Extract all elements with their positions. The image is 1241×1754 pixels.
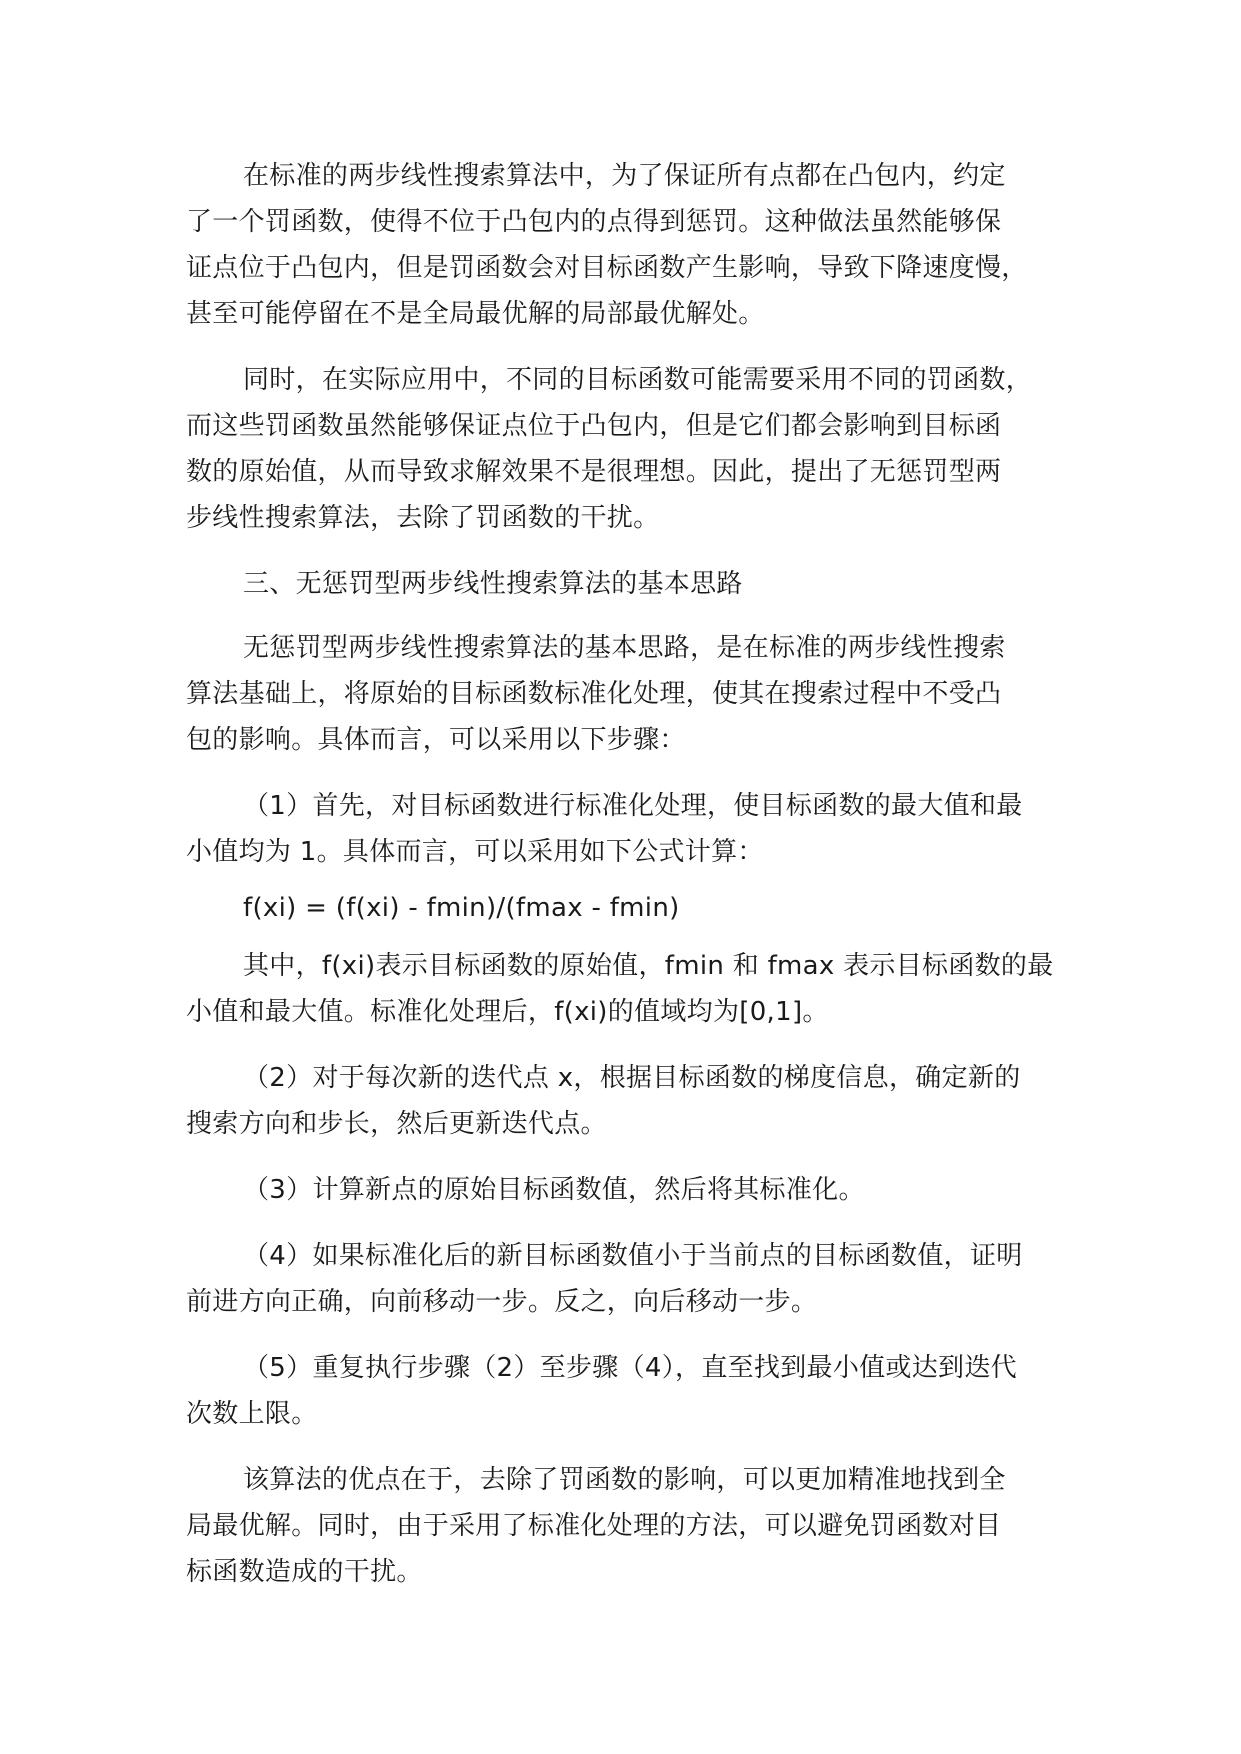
paragraph-2-line-3: 数的原始值，从而导致求解效果不是很理想。因此，提出了无惩罚型两 <box>186 457 1002 487</box>
step-4-line-2: 前进方向正确，向前移动一步。反之，向后移动一步。 <box>186 1287 818 1317</box>
formula-explanation-line-1: 其中，f(xi)表示目标函数的原始值，fmin 和 fmax 表示目标函数的最 <box>243 951 1054 981</box>
step-2-line-2: 搜索方向和步长，然后更新迭代点。 <box>186 1109 607 1139</box>
paragraph-2-line-4: 步线性搜索算法，去除了罚函数的干扰。 <box>186 503 660 533</box>
paragraph-3-line-2: 算法基础上，将原始的目标函数标准化处理，使其在搜索过程中不受凸 <box>186 679 1002 709</box>
paragraph-3-line-1: 无惩罚型两步线性搜索算法的基本思路，是在标准的两步线性搜索 <box>243 633 1006 663</box>
paragraph-1-line-4: 甚至可能停留在不是全局最优解的局部最优解处。 <box>186 299 765 329</box>
step-2-line-1: （2）对于每次新的迭代点 x，根据目标函数的梯度信息，确定新的 <box>243 1063 1021 1093</box>
conclusion-line-2: 局最优解。同时，由于采用了标准化处理的方法，可以避免罚函数对目 <box>186 1511 1002 1541</box>
step-5-line-2: 次数上限。 <box>186 1399 318 1429</box>
conclusion-line-3: 标函数造成的干扰。 <box>186 1557 423 1587</box>
paragraph-2-line-2: 而这些罚函数虽然能够保证点位于凸包内，但是它们都会影响到目标函 <box>186 411 1002 441</box>
paragraph-3-line-3: 包的影响。具体而言，可以采用以下步骤： <box>186 725 686 755</box>
conclusion-line-1: 该算法的优点在于，去除了罚函数的影响，可以更加精准地找到全 <box>243 1465 1006 1495</box>
paragraph-2-line-1: 同时，在实际应用中，不同的目标函数可能需要采用不同的罚函数， <box>243 365 1033 395</box>
paragraph-1-line-3: 证点位于凸包内，但是罚函数会对目标函数产生影响，导致下降速度慢， <box>186 253 1028 283</box>
step-4-line-1: （4）如果标准化后的新目标函数值小于当前点的目标函数值，证明 <box>243 1241 1023 1271</box>
paragraph-1-line-2: 了一个罚函数，使得不位于凸包内的点得到惩罚。这种做法虽然能够保 <box>186 207 1002 237</box>
formula-explanation-line-2: 小值和最大值。标准化处理后，f(xi)的值域均为[0,1]。 <box>186 997 829 1027</box>
step-1-line-1: （1）首先，对目标函数进行标准化处理，使目标函数的最大值和最 <box>243 791 1023 821</box>
section-heading: 三、无惩罚型两步线性搜索算法的基本思路 <box>243 569 743 599</box>
step-5-line-1: （5）重复执行步骤（2）至步骤（4），直至找到最小值或达到迭代 <box>243 1353 1017 1383</box>
step-1-line-2: 小值均为 1。具体而言，可以采用如下公式计算： <box>186 837 764 867</box>
formula: f(xi) = (f(xi) - fmin)/(fmax - fmin) <box>243 893 680 923</box>
paragraph-1-line-1: 在标准的两步线性搜索算法中，为了保证所有点都在凸包内，约定 <box>243 161 1006 191</box>
step-3-line-1: （3）计算新点的原始目标函数值，然后将其标准化。 <box>243 1175 865 1205</box>
